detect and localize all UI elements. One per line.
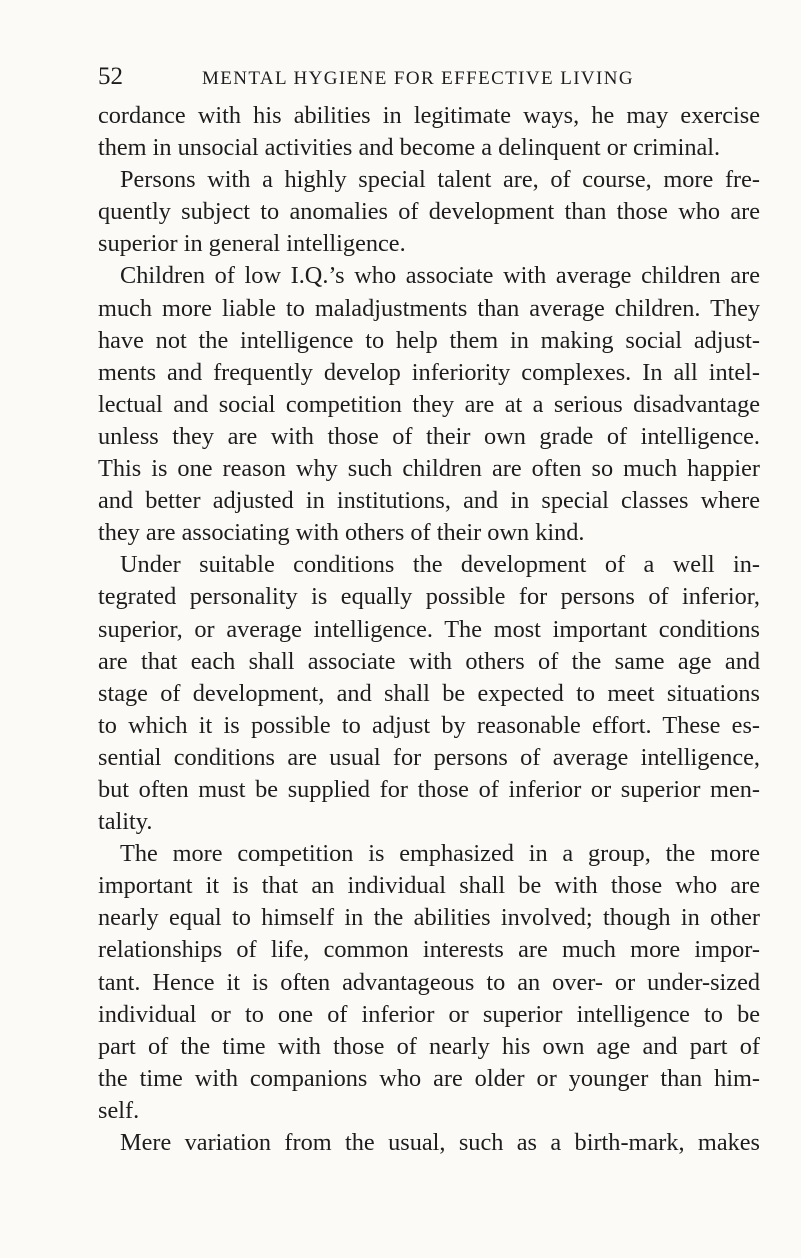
text-line: superior in general intelligence. bbox=[98, 230, 406, 258]
text-line: individual or to one of inferior or superior intelligence to be bbox=[98, 1000, 760, 1028]
text-line: quently subject to anomalies of development than those who are bbox=[98, 198, 760, 226]
text-line: Children of low I.Q.’s who associate with average children are bbox=[120, 262, 760, 290]
text-line: sential conditions are usual for persons of average intelligence, bbox=[98, 743, 760, 771]
text-line: Persons with a highly special talent are, of course, more fre- bbox=[120, 166, 760, 194]
text-line: important it is that an individual shall be with those who are bbox=[98, 872, 760, 900]
text-line: but often must be supplied for those of inferior or superior men- bbox=[98, 775, 760, 803]
text-line: to which it is possible to adjust by reasonable effort. These es- bbox=[98, 711, 760, 739]
text-line: Mere variation from the usual, such as a birth-mark, makes bbox=[120, 1129, 760, 1156]
body-text bbox=[98, 100, 760, 1159]
text-line: nearly equal to himself in the abilities involved; though in other bbox=[98, 904, 760, 932]
text-line: stage of development, and shall be expected to meet situations bbox=[98, 679, 760, 707]
text-line: them in unsocial activities and become a delinquent or criminal. bbox=[98, 134, 721, 162]
text-line: the time with companions who are older or younger than him- bbox=[98, 1064, 760, 1092]
page-number: 52 bbox=[98, 63, 123, 90]
text-line: tality. bbox=[98, 808, 153, 836]
text-line: lectual and social competition they are at a serious disadvantage bbox=[98, 390, 760, 418]
text-line: cordance with his abilities in legitimate ways, he may exercise bbox=[98, 102, 760, 129]
text-line: This is one reason why such children are often so much happier bbox=[98, 455, 760, 483]
text-line: are that each shall associate with others of the same age and bbox=[98, 647, 760, 675]
text-line: Under suitable conditions the development of a well in- bbox=[120, 551, 760, 579]
text-line: relationships of life, common interests are much more impor- bbox=[98, 936, 760, 964]
text-line: The more competition is emphasized in a group, the more bbox=[120, 840, 760, 868]
text-line: unless they are with those of their own grade of intelligence. bbox=[98, 422, 760, 450]
text-line: superior, or average intelligence. The most important conditions bbox=[98, 615, 760, 643]
text-line: they are associating with others of their own kind. bbox=[98, 519, 585, 547]
text-line: ments and frequently develop inferiority complexes. In all intel- bbox=[98, 358, 760, 386]
text-line: self. bbox=[98, 1096, 140, 1124]
text-line: tegrated personality is equally possible for persons of inferior, bbox=[98, 583, 760, 611]
text-line: part of the time with those of nearly his own age and part of bbox=[98, 1032, 760, 1060]
text-line: and better adjusted in institutions, and in special classes where bbox=[98, 487, 760, 515]
running-title: MENTAL HYGIENE FOR EFFECTIVE LIVING bbox=[202, 68, 635, 89]
page-header bbox=[98, 62, 758, 92]
text-line: tant. Hence it is often advantageous to an over- or under-sized bbox=[98, 968, 760, 996]
text-line: have not the intelligence to help them in making social adjust- bbox=[98, 326, 760, 354]
text-line: much more liable to maladjustments than average children. They bbox=[98, 294, 760, 322]
